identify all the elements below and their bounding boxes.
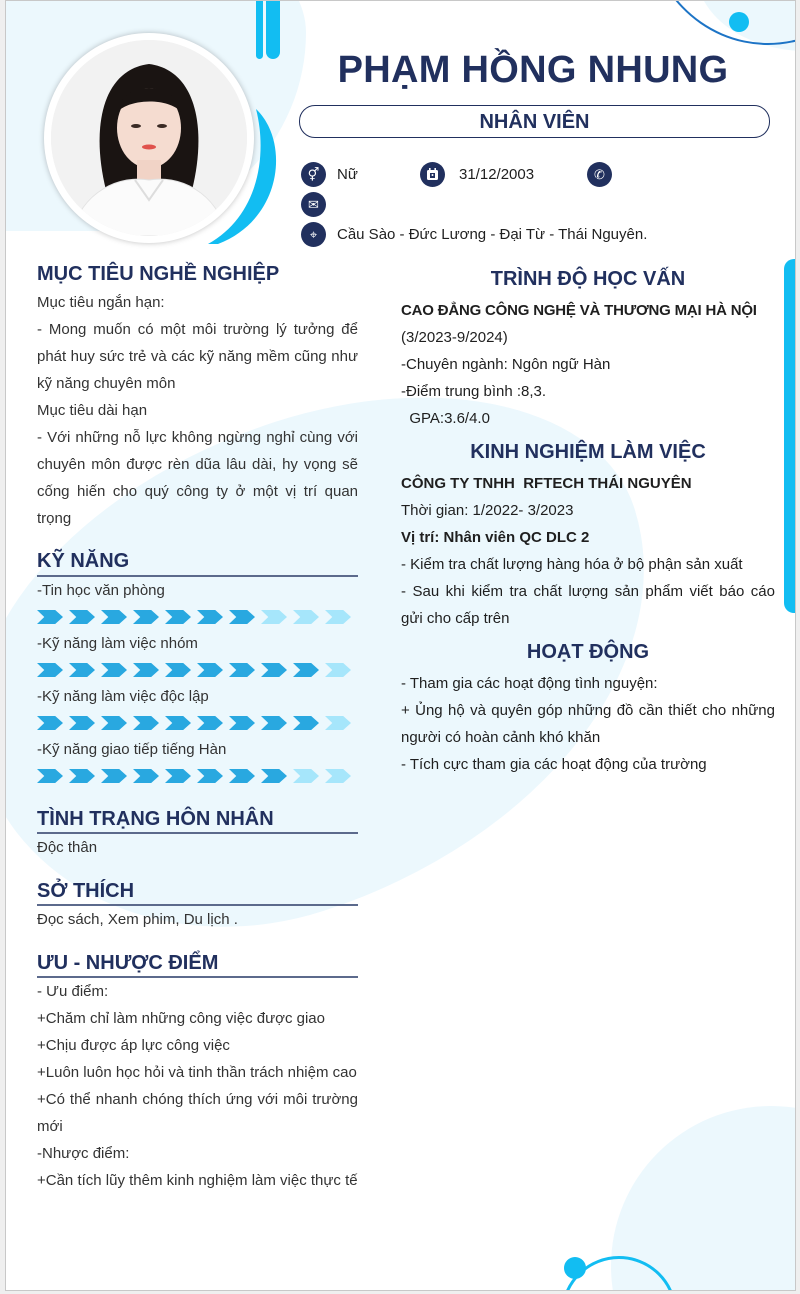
objective-line: - Mong muốn có một môi trường lý tưởng để phát huy sức trẻ và các kỹ năng mềm cũng như kỹ năng chuyên môn (37, 321, 358, 392)
company-name: CÔNG TY TNHH RFTECH THÁI NGUYÊN (401, 475, 692, 492)
birthday-value: 31/12/2003 (459, 166, 535, 183)
candidate-name: PHẠM HỒNG NHUNG (337, 49, 729, 91)
chevron-empty-icon (325, 716, 351, 730)
chevron-filled-icon (293, 663, 319, 677)
chevron-filled-icon (133, 610, 159, 624)
chevron-filled-icon (165, 716, 191, 730)
skill-rating (37, 610, 351, 624)
email-icon: ✉ (301, 192, 326, 217)
skill-label: -Tin học văn phòng (37, 582, 165, 599)
contact-email (301, 192, 337, 217)
address-value: Cầu Sào - Đức Lương - Đại Từ - Thái Nguyên. (337, 226, 648, 243)
chevron-filled-icon (261, 663, 287, 677)
education-period: (3/2023-9/2024) (401, 329, 508, 346)
chevron-filled-icon (101, 716, 127, 730)
chevron-filled-icon (165, 663, 191, 677)
location-icon: ⌖ (301, 222, 326, 247)
pros-cons-line: +Chịu được áp lực công việc (37, 1037, 230, 1054)
contact-address (301, 222, 647, 247)
objective-line: Mục tiêu ngắn hạn: (37, 294, 165, 311)
pros-cons-heading: ƯU - NHƯỢC ĐIỂM (37, 952, 219, 974)
chevron-filled-icon (165, 769, 191, 783)
education-heading: TRÌNH ĐỘ HỌC VẤN (490, 268, 686, 290)
chevron-filled-icon (37, 716, 63, 730)
skill-rating (37, 769, 351, 783)
contact-gender (301, 162, 358, 187)
chevron-empty-icon (325, 663, 351, 677)
skills-divider (37, 575, 358, 577)
gender-value: Nữ (337, 166, 358, 183)
chevron-filled-icon (165, 610, 191, 624)
skills-heading: KỸ NĂNG (37, 550, 130, 572)
dot-decoration-bottom (564, 1257, 586, 1279)
chevron-filled-icon (197, 610, 223, 624)
pros-cons-line: +Luôn luôn học hỏi và tinh thần trách nhiệm cao (37, 1064, 357, 1081)
education-gpa: GPA:3.6/4.0 (401, 410, 490, 427)
chevron-filled-icon (37, 663, 63, 677)
profile-photo-frame (44, 33, 254, 243)
gender-icon: ⚥ (301, 162, 326, 187)
skill-rating (37, 663, 351, 677)
phone-icon: ✆ (587, 162, 612, 187)
pros-cons-line: +Chăm chỉ làm những công việc được giao (37, 1010, 325, 1027)
chevron-filled-icon (133, 769, 159, 783)
chevron-empty-icon (325, 610, 351, 624)
skill-label: -Kỹ năng giao tiếp tiếng Hàn (37, 741, 227, 758)
chevron-filled-icon (69, 610, 95, 624)
marital-divider (37, 832, 358, 834)
skill-label: -Kỹ năng làm việc nhóm (37, 635, 198, 652)
contact-phone (587, 162, 623, 187)
chevron-filled-icon (229, 663, 255, 677)
chevron-empty-icon (261, 610, 287, 624)
contact-birthday (420, 162, 534, 187)
experience-role: Vị trí: Nhân viên QC DLC 2 (401, 529, 590, 546)
pros-cons-line: +Cần tích lũy thêm kinh nghiệm làm việc thực tế (37, 1172, 358, 1189)
hobbies-value: Đọc sách, Xem phim, Du lịch . (37, 911, 238, 928)
chevron-empty-icon (293, 610, 319, 624)
activity-line: - Tham gia các hoạt động tình nguyện: (401, 675, 658, 692)
chevron-filled-icon (133, 663, 159, 677)
accent-bar-thick (266, 1, 280, 59)
skill-label: -Kỹ năng làm việc độc lập (37, 688, 209, 705)
chevron-filled-icon (69, 663, 95, 677)
chevron-empty-icon (325, 769, 351, 783)
pros-cons-line: -Nhược điểm: (37, 1145, 130, 1162)
objective-line: - Với những nỗ lực không ngừng nghỉ cùng với chuyên môn được rèn dũa lâu dài, hy vọng sẽ cống hiến cho quý công ty ở một vị trí quan trọng (37, 429, 358, 527)
activity-line: + Ủng hộ và quyên góp những đồ cần thiết cho những người có hoàn cảnh khó khăn (401, 702, 775, 746)
calendar-icon (420, 162, 445, 187)
hobbies-heading: SỞ THÍCH (37, 880, 135, 902)
education-major: -Chuyên ngành: Ngôn ngữ Hàn (401, 356, 611, 373)
hobbies-divider (37, 904, 358, 906)
portrait-illustration (51, 40, 247, 236)
experience-body (401, 470, 775, 632)
school-name: CAO ĐẲNG CÔNG NGHỆ VÀ THƯƠNG MẠI HÀ NỘI (401, 302, 757, 319)
chevron-filled-icon (133, 716, 159, 730)
pros-cons-body (37, 978, 358, 1194)
marital-heading: TÌNH TRẠNG HÔN NHÂN (37, 808, 274, 830)
objective-heading: MỤC TIÊU NGHỀ NGHIỆP (37, 263, 280, 285)
experience-heading: KINH NGHIỆM LÀM VIỆC (470, 441, 706, 463)
chevron-empty-icon (293, 769, 319, 783)
activities-heading: HOẠT ĐỘNG (526, 641, 650, 663)
marital-value: Độc thân (37, 839, 98, 856)
chevron-filled-icon (261, 716, 287, 730)
activity-line: - Tích cực tham gia các hoạt động của trường (401, 756, 707, 773)
ring-decoration-top-right (646, 0, 796, 45)
objective-line: Mục tiêu dài hạn (37, 402, 148, 419)
accent-bar-thin (256, 1, 263, 59)
profile-photo (51, 40, 247, 236)
chevron-filled-icon (197, 663, 223, 677)
chevron-filled-icon (229, 610, 255, 624)
experience-time: Thời gian: 1/2022- 3/2023 (401, 502, 574, 519)
chevron-filled-icon (69, 769, 95, 783)
chevron-filled-icon (197, 769, 223, 783)
position-badge: NHÂN VIÊN (299, 105, 770, 138)
chevron-filled-icon (197, 716, 223, 730)
chevron-filled-icon (101, 663, 127, 677)
chevron-filled-icon (261, 769, 287, 783)
chevron-filled-icon (229, 769, 255, 783)
accent-bar-right (784, 259, 796, 613)
education-score: -Điểm trung bình :8,3. (401, 383, 547, 400)
chevron-filled-icon (101, 769, 127, 783)
education-body (401, 297, 775, 432)
experience-duty: - Kiểm tra chất lượng hàng hóa ở bộ phận sản xuất (401, 556, 743, 573)
pros-cons-line: +Có thể nhanh chóng thích ứng với môi trường mới (37, 1091, 358, 1135)
cv-page (5, 0, 796, 1291)
objective-body (37, 289, 358, 532)
chevron-filled-icon (293, 716, 319, 730)
chevron-filled-icon (69, 716, 95, 730)
dot-decoration-top-right (729, 12, 749, 32)
skill-rating (37, 716, 351, 730)
chevron-filled-icon (229, 716, 255, 730)
pros-cons-line: - Ưu điểm: (37, 983, 109, 1000)
activities-body (401, 670, 775, 778)
chevron-filled-icon (101, 610, 127, 624)
experience-duty: - Sau khi kiểm tra chất lượng sản phẩm viết báo cáo gửi cho cấp trên (401, 583, 775, 627)
chevron-filled-icon (37, 769, 63, 783)
chevron-filled-icon (37, 610, 63, 624)
